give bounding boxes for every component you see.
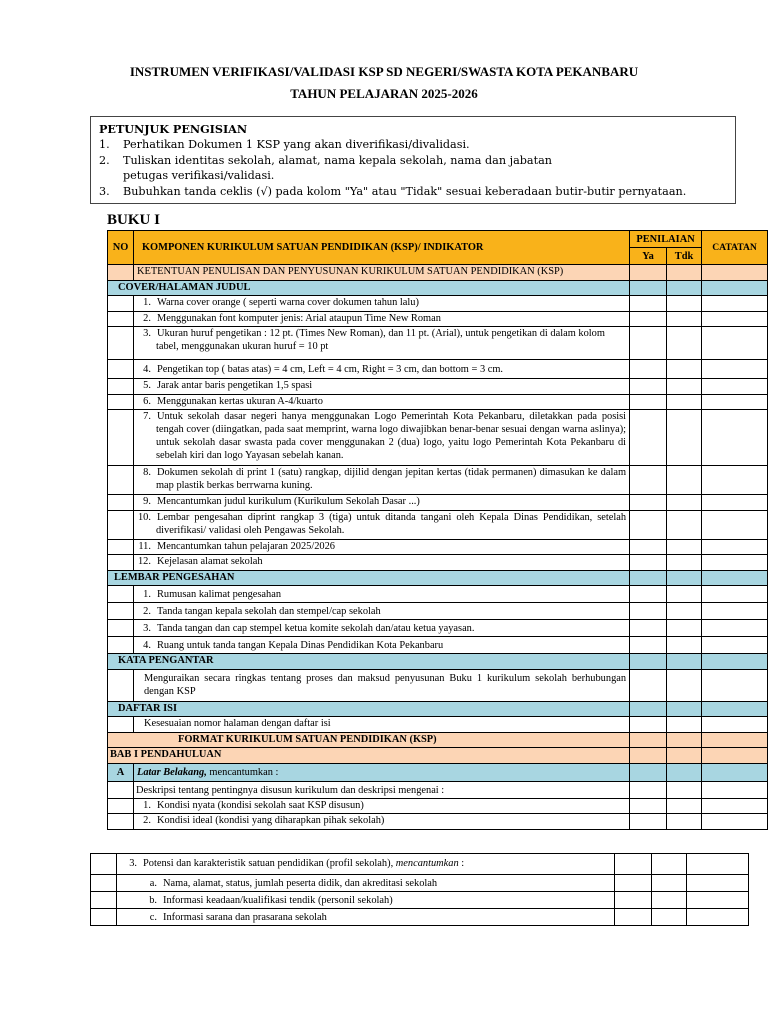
catatan-cell[interactable] bbox=[702, 717, 768, 733]
ya-checkbox-cell[interactable] bbox=[630, 327, 667, 360]
tdk-checkbox-cell[interactable] bbox=[667, 798, 702, 814]
indicator-cell: 12. Kejelasan alamat sekolah bbox=[133, 555, 629, 571]
table-row bbox=[108, 717, 768, 733]
indicator-cell: 9. Mencantumkan judul kurikulum (Kurikulum Sekolah Dasar ...) bbox=[133, 495, 629, 511]
indicator-cell: Deskripsi tentang pentingnya disusun kurikulum dan deskripsi mengenai : bbox=[133, 781, 629, 798]
instruction-item bbox=[99, 184, 727, 199]
indicator-cell: 8. Dokumen sekolah di print 1 (satu) rangkap, dijilid dengan jepitan kertas (tidak permanen) dimasukan ke dalam map plastik berkas berrwarna kuning. bbox=[133, 466, 629, 495]
no-cell bbox=[91, 875, 117, 892]
no-cell bbox=[108, 394, 134, 410]
table-row bbox=[108, 466, 768, 495]
section-row bbox=[108, 763, 768, 781]
section-row bbox=[108, 732, 768, 748]
tdk-checkbox-cell[interactable] bbox=[667, 539, 702, 555]
ya-checkbox-cell[interactable] bbox=[630, 798, 667, 814]
no-cell bbox=[108, 781, 134, 798]
instruction-text: Tuliskan identitas sekolah, alamat, nama kepala sekolah, nama dan jabatan bbox=[123, 153, 552, 167]
catatan-cell[interactable] bbox=[702, 379, 768, 395]
table-row bbox=[108, 379, 768, 395]
ya-checkbox-cell[interactable] bbox=[630, 669, 667, 701]
indicator-cell: 2. Menggunakan font komputer jenis: Arial ataupun Time New Roman bbox=[133, 311, 629, 327]
catatan-cell[interactable] bbox=[702, 586, 768, 603]
ya-checkbox-cell[interactable] bbox=[630, 603, 667, 620]
indicator-cell: 4. Pengetikan top ( batas atas) = 4 cm, Left = 4 cm, Right = 3 cm, dan bottom = 3 cm. bbox=[133, 360, 629, 379]
table-row bbox=[108, 296, 768, 312]
indicator-cell: Kesesuaian nomor halaman dengan daftar isi bbox=[133, 717, 629, 733]
no-cell bbox=[108, 495, 134, 511]
ya-checkbox-cell[interactable] bbox=[630, 732, 667, 748]
tdk-checkbox-cell[interactable] bbox=[667, 763, 702, 781]
ya-checkbox-cell[interactable] bbox=[630, 555, 667, 571]
catatan-cell[interactable] bbox=[702, 701, 768, 717]
ya-checkbox-cell[interactable] bbox=[630, 570, 667, 586]
table-row bbox=[91, 854, 749, 875]
table-row bbox=[108, 327, 768, 360]
latar-belakang-text: mencantumkan : bbox=[206, 766, 279, 778]
ketentuan-heading: KETENTUAN PENULISAN DAN PENYUSUNAN KURIKULUM SATUAN PENDIDIKAN (KSP) bbox=[133, 265, 629, 281]
table-row bbox=[108, 669, 768, 701]
catatan-cell[interactable] bbox=[702, 603, 768, 620]
instruction-item bbox=[99, 137, 727, 152]
tdk-checkbox-cell[interactable] bbox=[667, 701, 702, 717]
format-heading: FORMAT KURIKULUM SATUAN PENDIDIKAN (KSP) bbox=[108, 732, 630, 748]
instruction-number: 2. bbox=[99, 153, 110, 167]
col-header-no: NO bbox=[108, 231, 134, 265]
catatan-cell[interactable] bbox=[702, 781, 768, 798]
tdk-checkbox-cell[interactable] bbox=[667, 360, 702, 379]
indicator-cell: 6. Menggunakan kertas ukuran A-4/kuarto bbox=[133, 394, 629, 410]
no-cell bbox=[108, 717, 134, 733]
no-cell bbox=[91, 854, 117, 875]
ya-checkbox-cell[interactable] bbox=[630, 620, 667, 637]
tdk-checkbox-cell[interactable] bbox=[652, 875, 687, 892]
indicator-cell: 2. Tanda tangan kepala sekolah dan stempel/cap sekolah bbox=[133, 603, 629, 620]
instruction-number bbox=[99, 168, 123, 183]
ya-checkbox-cell[interactable] bbox=[630, 748, 667, 764]
indicator-cell: 7. Untuk sekolah dasar negeri hanya menggunakan Logo Pemerintah Kota Pekanbaru, diletakkan pada posisi tengah cover (diingatkan, pada saat memprint, warna logo diwajibkan benar-benar sesuai dengan warna aslinya); untuk sekolah dasar swasta pada cover menggunakan 2 (dua) logo, yaitu logo Pemerintah Kota Pekanbaru di sebelah kiri dan logo Yayasan sebelah kanan. bbox=[133, 410, 629, 466]
instruction-number: 1. bbox=[99, 138, 110, 152]
instruction-item bbox=[99, 168, 727, 183]
tdk-checkbox-cell[interactable] bbox=[667, 379, 702, 395]
catatan-cell[interactable] bbox=[687, 909, 749, 926]
tdk-checkbox-cell[interactable] bbox=[667, 654, 702, 670]
table-row bbox=[108, 603, 768, 620]
ya-checkbox-cell[interactable] bbox=[630, 495, 667, 511]
catatan-cell[interactable] bbox=[702, 360, 768, 379]
table-row bbox=[108, 495, 768, 511]
section-row bbox=[108, 570, 768, 586]
catatan-cell[interactable] bbox=[702, 555, 768, 571]
catatan-cell[interactable] bbox=[702, 814, 768, 830]
indicator-cell: 2. Kondisi ideal (kondisi yang diharapkan pihak sekolah) bbox=[133, 814, 629, 830]
table-row bbox=[108, 781, 768, 798]
ya-checkbox-cell[interactable] bbox=[615, 875, 652, 892]
catatan-cell[interactable] bbox=[702, 394, 768, 410]
table-row bbox=[108, 814, 768, 830]
indicator-cell: 1. Warna cover orange ( seperti warna cover dokumen tahun lalu) bbox=[133, 296, 629, 312]
catatan-cell[interactable] bbox=[702, 620, 768, 637]
no-cell bbox=[108, 265, 134, 281]
no-cell bbox=[108, 410, 134, 466]
catatan-cell[interactable] bbox=[687, 892, 749, 909]
table-row bbox=[108, 637, 768, 654]
ya-checkbox-cell[interactable] bbox=[630, 360, 667, 379]
no-cell bbox=[108, 360, 134, 379]
cover-heading: COVER/HALAMAN JUDUL bbox=[108, 280, 630, 296]
ya-checkbox-cell[interactable] bbox=[630, 510, 667, 539]
tdk-checkbox-cell[interactable] bbox=[667, 410, 702, 466]
col-header-komponen: KOMPONEN KURIKULUM SATUAN PENDIDIKAN (KSP)/ INDIKATOR bbox=[133, 231, 629, 265]
tdk-checkbox-cell[interactable] bbox=[667, 603, 702, 620]
daftar-isi-heading: DAFTAR ISI bbox=[108, 701, 630, 717]
instruction-number: 3. bbox=[99, 184, 110, 198]
ya-checkbox-cell[interactable] bbox=[630, 410, 667, 466]
section-row bbox=[108, 748, 768, 764]
tdk-checkbox-cell[interactable] bbox=[667, 327, 702, 360]
catatan-cell[interactable] bbox=[702, 410, 768, 466]
indicator-cell: 11. Mencantumkan tahun pelajaran 2025/2026 bbox=[133, 539, 629, 555]
ya-checkbox-cell[interactable] bbox=[630, 466, 667, 495]
verification-table bbox=[107, 230, 768, 830]
document-title-line2: TAHUN PELAJARAN 2025-2026 bbox=[290, 86, 478, 101]
ya-checkbox-cell[interactable] bbox=[630, 654, 667, 670]
ya-checkbox-cell[interactable] bbox=[630, 814, 667, 830]
indicator-cell: 5. Jarak antar baris pengetikan 1,5 spasi bbox=[133, 379, 629, 395]
no-cell bbox=[108, 555, 134, 571]
indicator-cell: 3. Potensi dan karakteristik satuan pendidikan (profil sekolah), mencantumkan : bbox=[117, 854, 615, 875]
table-row bbox=[108, 539, 768, 555]
tdk-checkbox-cell[interactable] bbox=[667, 394, 702, 410]
no-cell bbox=[108, 603, 134, 620]
ya-checkbox-cell[interactable] bbox=[615, 854, 652, 875]
ya-checkbox-cell[interactable] bbox=[615, 909, 652, 926]
catatan-cell[interactable] bbox=[702, 311, 768, 327]
catatan-cell[interactable] bbox=[702, 265, 768, 281]
ya-checkbox-cell[interactable] bbox=[630, 717, 667, 733]
no-cell bbox=[108, 798, 134, 814]
latar-belakang-italic: Latar Belakang, bbox=[136, 766, 207, 778]
no-cell bbox=[108, 669, 134, 701]
catatan-cell[interactable] bbox=[687, 854, 749, 875]
instruction-item bbox=[99, 153, 727, 168]
catatan-cell[interactable] bbox=[702, 732, 768, 748]
tdk-checkbox-cell[interactable] bbox=[652, 909, 687, 926]
ya-checkbox-cell[interactable] bbox=[630, 265, 667, 281]
ya-checkbox-cell[interactable] bbox=[630, 781, 667, 798]
section-title-buku: BUKU I bbox=[107, 212, 160, 228]
section-row bbox=[108, 654, 768, 670]
ya-checkbox-cell[interactable] bbox=[630, 394, 667, 410]
tdk-checkbox-cell[interactable] bbox=[667, 814, 702, 830]
table-row bbox=[108, 394, 768, 410]
tdk-checkbox-cell[interactable] bbox=[667, 495, 702, 511]
no-cell bbox=[108, 539, 134, 555]
tdk-checkbox-cell[interactable] bbox=[667, 296, 702, 312]
catatan-cell[interactable] bbox=[702, 798, 768, 814]
tdk-checkbox-cell[interactable] bbox=[667, 620, 702, 637]
catatan-cell[interactable] bbox=[702, 570, 768, 586]
table-row bbox=[108, 410, 768, 466]
tdk-checkbox-cell[interactable] bbox=[667, 280, 702, 296]
table-row bbox=[108, 311, 768, 327]
indicator-cell: Menguraikan secara ringkas tentang proses dan maksud penyusunan Buku 1 kurikulum sekolah berhubungan dengan KSP bbox=[133, 669, 629, 701]
ya-checkbox-cell[interactable] bbox=[630, 586, 667, 603]
latar-belakang-heading bbox=[133, 763, 629, 781]
no-cell bbox=[108, 296, 134, 312]
instruction-text: Bubuhkan tanda ceklis (√) pada kolom "Ya" atau "Tidak" sesuai keberadaan butir-butir pernyataan. bbox=[123, 184, 687, 198]
col-header-penilaian: PENILAIAN bbox=[630, 231, 702, 248]
catatan-cell[interactable] bbox=[702, 280, 768, 296]
indicator-cell: 10. Lembar pengesahan diprint rangkap 3 (tiga) untuk ditanda tangani oleh Kepala Dinas Pendidikan, setelah diverifikasi/ validasi oleh Pengawas Sekolah. bbox=[133, 510, 629, 539]
ya-checkbox-cell[interactable] bbox=[630, 539, 667, 555]
catatan-cell[interactable] bbox=[702, 296, 768, 312]
ya-checkbox-cell[interactable] bbox=[630, 701, 667, 717]
instructions-box bbox=[90, 116, 736, 204]
table-row bbox=[108, 555, 768, 571]
table-row bbox=[108, 586, 768, 603]
tdk-checkbox-cell[interactable] bbox=[667, 586, 702, 603]
tdk-checkbox-cell[interactable] bbox=[652, 854, 687, 875]
catatan-cell[interactable] bbox=[702, 763, 768, 781]
catatan-cell[interactable] bbox=[702, 327, 768, 360]
ya-checkbox-cell[interactable] bbox=[630, 280, 667, 296]
table-row bbox=[108, 798, 768, 814]
catatan-cell[interactable] bbox=[702, 669, 768, 701]
catatan-cell[interactable] bbox=[702, 495, 768, 511]
catatan-cell[interactable] bbox=[702, 654, 768, 670]
indicator-cell: 3. Ukuran huruf pengetikan : 12 pt. (Times New Roman), dan 11 pt. (Arial), untuk pengetikan di dalam kolom tabel, menggunakan ukuran huruf = 10 pt bbox=[133, 327, 629, 360]
tdk-checkbox-cell[interactable] bbox=[667, 510, 702, 539]
col-header-ya: Ya bbox=[630, 248, 667, 265]
indicator-cell: 3. Tanda tangan dan cap stempel ketua komite sekolah dan/atau ketua yayasan. bbox=[133, 620, 629, 637]
indicator-cell: 4. Ruang untuk tanda tangan Kepala Dinas Pendidikan Kota Pekanbaru bbox=[133, 637, 629, 654]
catatan-cell[interactable] bbox=[702, 510, 768, 539]
instruction-text: Perhatikan Dokumen 1 KSP yang akan diverifikasi/divalidasi. bbox=[123, 138, 470, 152]
ya-checkbox-cell[interactable] bbox=[630, 296, 667, 312]
no-cell bbox=[108, 586, 134, 603]
indicator-cell: 1. Kondisi nyata (kondisi sekolah saat KSP disusun) bbox=[133, 798, 629, 814]
tdk-checkbox-cell[interactable] bbox=[667, 555, 702, 571]
no-cell bbox=[108, 637, 134, 654]
tdk-checkbox-cell[interactable] bbox=[667, 748, 702, 764]
col-header-catatan: CATATAN bbox=[702, 231, 768, 265]
no-cell bbox=[91, 909, 117, 926]
indicator-cell: c. Informasi sarana dan prasarana sekolah bbox=[117, 909, 615, 926]
tdk-checkbox-cell[interactable] bbox=[667, 311, 702, 327]
indicator-cell: a. Nama, alamat, status, jumlah peserta didik, dan akreditasi sekolah bbox=[117, 875, 615, 892]
tdk-checkbox-cell[interactable] bbox=[667, 781, 702, 798]
no-cell bbox=[108, 327, 134, 360]
ya-checkbox-cell[interactable] bbox=[630, 379, 667, 395]
catatan-cell[interactable] bbox=[702, 748, 768, 764]
document-title-line1: INSTRUMEN VERIFIKASI/VALIDASI KSP SD NEGERI/SWASTA KOTA PEKANBARU bbox=[129, 64, 639, 79]
pengesahan-heading: LEMBAR PENGESAHAN bbox=[108, 570, 630, 586]
table-row bbox=[91, 875, 749, 892]
col-header-tdk: Tdk bbox=[667, 248, 702, 265]
table-row bbox=[91, 892, 749, 909]
no-cell bbox=[108, 311, 134, 327]
catatan-cell[interactable] bbox=[702, 637, 768, 654]
table-row bbox=[108, 360, 768, 379]
tdk-checkbox-cell[interactable] bbox=[667, 637, 702, 654]
instruction-text: petugas verifikasi/validasi. bbox=[123, 169, 275, 183]
no-cell bbox=[108, 814, 134, 830]
instructions-heading: PETUNJUK PENGISIAN bbox=[99, 122, 248, 136]
ya-checkbox-cell[interactable] bbox=[630, 763, 667, 781]
no-cell bbox=[108, 620, 134, 637]
tdk-checkbox-cell[interactable] bbox=[667, 265, 702, 281]
table-row bbox=[91, 909, 749, 926]
tdk-checkbox-cell[interactable] bbox=[667, 466, 702, 495]
catatan-cell[interactable] bbox=[702, 466, 768, 495]
no-cell bbox=[108, 379, 134, 395]
indicator-cell: 1. Rumusan kalimat pengesahan bbox=[133, 586, 629, 603]
catatan-cell[interactable] bbox=[687, 875, 749, 892]
table-row bbox=[108, 510, 768, 539]
tdk-checkbox-cell[interactable] bbox=[667, 669, 702, 701]
pengantar-heading: KATA PENGANTAR bbox=[108, 654, 630, 670]
ya-checkbox-cell[interactable] bbox=[615, 892, 652, 909]
ya-checkbox-cell[interactable] bbox=[630, 311, 667, 327]
section-row bbox=[108, 280, 768, 296]
continuation-table bbox=[90, 853, 749, 926]
no-cell bbox=[108, 466, 134, 495]
tdk-checkbox-cell[interactable] bbox=[667, 570, 702, 586]
no-cell bbox=[91, 892, 117, 909]
table-row bbox=[108, 620, 768, 637]
no-cell bbox=[108, 510, 134, 539]
catatan-cell[interactable] bbox=[702, 539, 768, 555]
table-row bbox=[108, 265, 768, 281]
section-row bbox=[108, 701, 768, 717]
section-a-label: A bbox=[108, 763, 134, 781]
tdk-checkbox-cell[interactable] bbox=[652, 892, 687, 909]
ya-checkbox-cell[interactable] bbox=[630, 637, 667, 654]
tdk-checkbox-cell[interactable] bbox=[667, 717, 702, 733]
indicator-cell: b. Informasi keadaan/kualifikasi tendik (personil sekolah) bbox=[117, 892, 615, 909]
tdk-checkbox-cell[interactable] bbox=[667, 732, 702, 748]
bab1-heading: BAB I PENDAHULUAN bbox=[108, 748, 630, 764]
